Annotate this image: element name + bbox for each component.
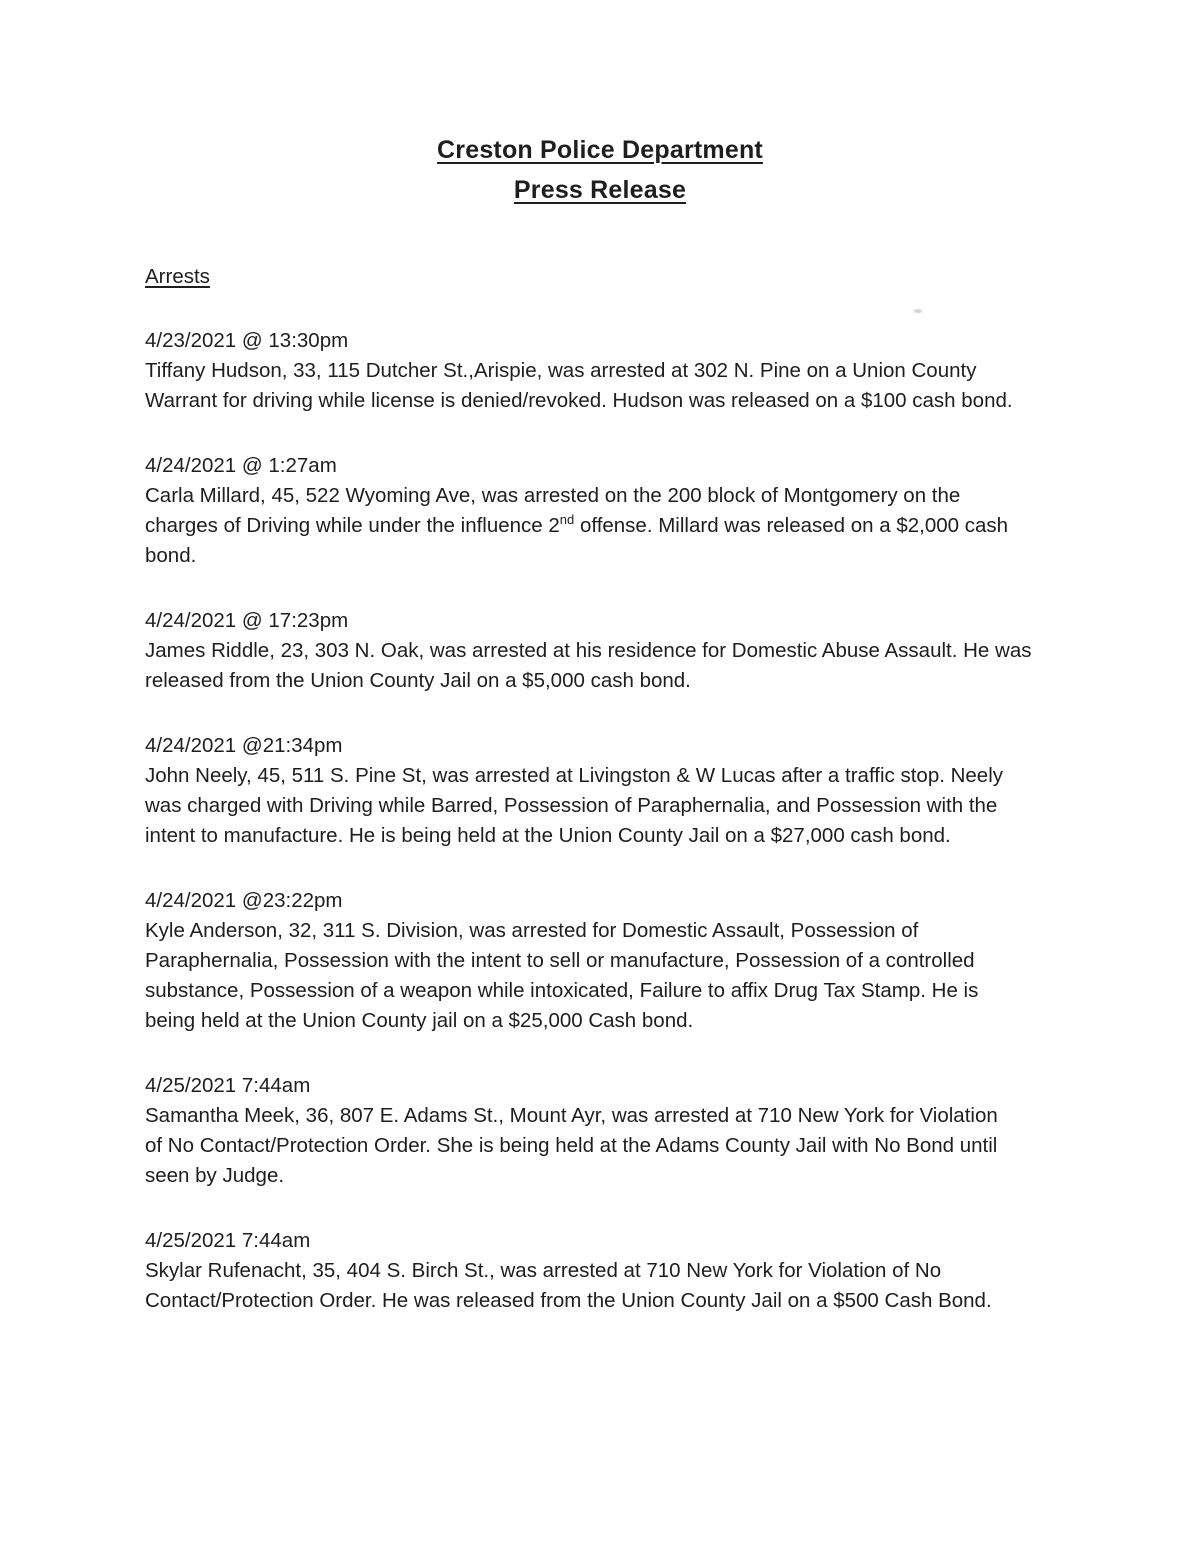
arrest-entry (145, 731, 1085, 851)
entry-text-line: Samantha Meek, 36, 807 E. Adams St., Mount Ayr, was arrested at 710 New York for Violation (145, 1104, 998, 1127)
entry-datetime: 4/25/2021 7:44am (145, 1229, 311, 1252)
entry-text-line: bond. (145, 544, 197, 567)
entry-datetime: 4/24/2021 @ 17:23pm (145, 609, 349, 632)
arrest-entry (145, 606, 1085, 696)
arrest-entry (145, 1071, 1085, 1191)
arrest-entry (145, 886, 1085, 1036)
entry-text-line: charges of Driving while under the influence 2nd offense. Millard was released on a $2,000 cash (145, 512, 1009, 537)
entry-text-line: James Riddle, 23, 303 N. Oak, was arrested at his residence for Domestic Abuse Assault. He was (145, 639, 1032, 662)
arrest-entry (145, 451, 1085, 571)
entry-text-line: Tiffany Hudson, 33, 115 Dutcher St.,Arispie, was arrested at 302 N. Pine on a Union County (145, 359, 977, 382)
entry-text-line: Kyle Anderson, 32, 311 S. Division, was arrested for Domestic Assault, Possession of (145, 919, 919, 942)
arrest-entry (145, 326, 1085, 416)
entry-text-line: John Neely, 45, 511 S. Pine St, was arrested at Livingston & W Lucas after a traffic stop. Neely (145, 764, 1004, 787)
entry-datetime: 4/23/2021 @ 13:30pm (145, 329, 349, 352)
entry-text-line: was charged with Driving while Barred, Possession of Paraphernalia, and Possession with the (145, 794, 998, 817)
arrest-entry (145, 1226, 1085, 1316)
arrest-entries-list (145, 326, 1085, 1316)
entry-text-line: Contact/Protection Order. He was released from the Union County Jail on a $500 Cash Bond. (145, 1289, 992, 1312)
entry-text-line: being held at the Union County jail on a $25,000 Cash bond. (145, 1009, 694, 1032)
entry-text-line: seen by Judge. (145, 1164, 285, 1187)
entry-text-line: Carla Millard, 45, 522 Wyoming Ave, was arrested on the 200 block of Montgomery on the (145, 484, 961, 507)
entry-text-line: of No Contact/Protection Order. She is being held at the Adams County Jail with No Bond until (145, 1134, 998, 1157)
entry-text-line: Skylar Rufenacht, 35, 404 S. Birch St., was arrested at 710 New York for Violation of No (145, 1259, 942, 1282)
entry-datetime: 4/24/2021 @ 1:27am (145, 454, 337, 477)
entry-text-line: released from the Union County Jail on a $5,000 cash bond. (145, 669, 691, 692)
entry-text-line: intent to manufacture. He is being held at the Union County Jail on a $27,000 cash bond. (145, 824, 951, 847)
scan-smudge-artifact (912, 308, 924, 314)
document-body (145, 262, 1085, 1316)
document-header (0, 0, 1200, 210)
document-title: Creston Police Department (437, 136, 763, 164)
entry-text-line: substance, Possession of a weapon while intoxicated, Failure to affix Drug Tax Stamp. He is (145, 979, 979, 1002)
entry-datetime: 4/24/2021 @21:34pm (145, 734, 343, 757)
entry-text-line: Warrant for driving while license is denied/revoked. Hudson was released on a $100 cash bond. (145, 389, 1013, 412)
document-subtitle: Press Release (513, 176, 687, 204)
entry-text-line: Paraphernalia, Possession with the intent to sell or manufacture, Possession of a controlled (145, 949, 975, 972)
section-heading-arrests: Arrests (145, 265, 210, 288)
entry-datetime: 4/25/2021 7:44am (145, 1074, 311, 1097)
entry-datetime: 4/24/2021 @23:22pm (145, 889, 343, 912)
